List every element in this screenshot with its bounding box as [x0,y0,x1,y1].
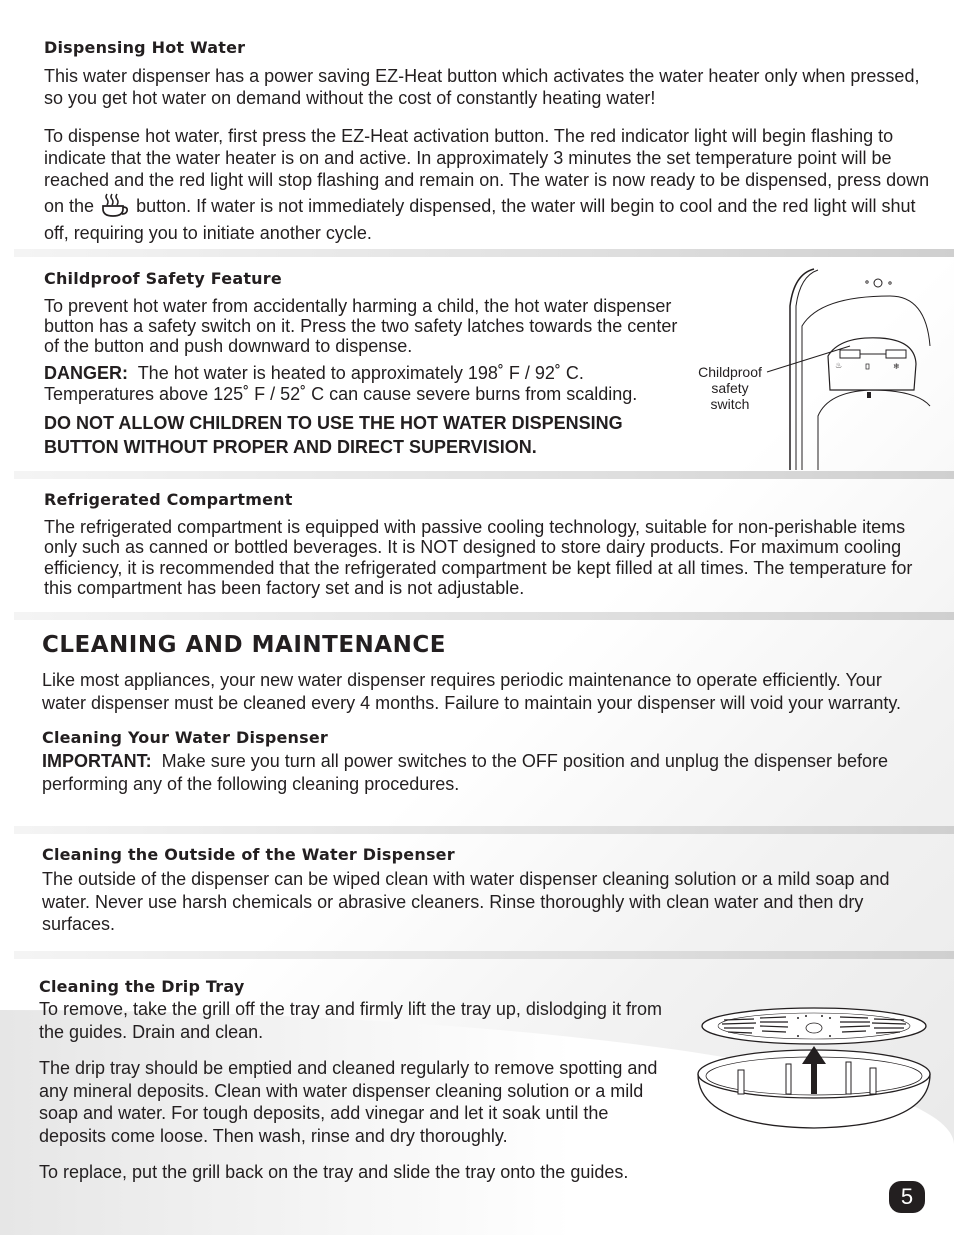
section-divider [14,951,954,959]
childproof-heading: Childproof Safety Feature [44,269,282,288]
refrigerated-paragraph: The refrigerated compartment is equipped with passive cooling technology, suitable for non-perishable items only such as canned or bottled beverages. It is NOT designed to store dairy products. For maximum cooling efficiency, it is recommended that the refrigerated compartment be kept filled at all times. The temperature for this compartment has been factory set and is not adjustable. [44,517,913,598]
callout-line-3: switch [710,396,750,412]
danger-line-2: Temperatures above 125˚ F / 52˚ C can cause severe burns from scalding. [44,384,638,404]
danger-label: DANGER: [44,363,128,383]
section-divider [14,612,954,620]
cleaning-intro: Like most appliances, your new water dispenser requires periodic maintenance to operate efficiently. Your water dispenser must be cleaned every 4 months. Failure to maintain your dispenser will void your warranty. [42,670,902,713]
svg-text:♨: ♨ [835,361,843,370]
outside-cleaning-section [42,845,902,936]
childproof-callout [690,364,770,412]
cleaning-dispenser-heading: Cleaning Your Water Dispenser [42,728,329,747]
hot-water-paragraph-2-end: button. If water is not immediately dispensed, the water will begin to cool and the red light will shut off, requiring you to initiate another cycle. [44,195,916,244]
drip-tray-paragraph-1: To remove, take the grill off the tray and firmly lift the tray up, dislodging it from the guides. Drain and clean. [39,999,662,1042]
danger-paragraph [44,363,684,405]
hot-water-paragraph-2-start: To dispense hot water, first press the EZ-Heat activation button. The red indicator light will begin flashing to indicate that the water heater is on and active. In approximately 3 minutes the set temperature point will be reached and the red light will stop flashing and remain on. The water is now ready to be dispensed, press down on the [44,126,930,216]
drip-tray-paragraph-2: The drip tray should be emptied and cleaned regularly to remove spotting and any mineral deposits. Clean with water dispenser cleaning solution or a mild soap and water. For tough deposits, add vinegar and let it soak until the deposits come loose. Then wash, rinse and dry thoroughly. [39,1058,658,1146]
hot-water-paragraph-2 [44,126,939,245]
drip-tray-section [39,977,679,1184]
section-divider [14,826,954,834]
childproof-paragraph: To prevent hot water from accidentally harming a child, the hot water dispenser button has a safety switch on it. Press the two safety latches towards the center of the button and push downward to dispense. [44,296,678,356]
hot-water-heading: Dispensing Hot Water [44,38,246,57]
callout-line-2: safety [711,380,749,396]
outside-cleaning-heading: Cleaning the Outside of the Water Dispenser [42,845,455,864]
childproof-section [44,269,684,459]
drip-tray-illustration [694,1004,934,1132]
section-divider [14,471,954,479]
outside-cleaning-paragraph: The outside of the dispenser can be wiped clean with water dispenser cleaning solution or a mild soap and water. Never use harsh chemicals or abrasive cleaners. Rinse thoroughly with clean water and then dry surfaces. [42,869,890,934]
warning-line-2: BUTTON WITHOUT PROPER AND DIRECT SUPERVISION. [44,437,537,457]
cleaning-section [42,632,902,795]
warning-line-1: DO NOT ALLOW CHILDREN TO USE THE HOT WATER DISPENSING [44,413,623,433]
section-divider [14,249,954,257]
drip-tray-paragraph-3: To replace, put the grill back on the tray and slide the tray onto the guides. [39,1162,629,1182]
important-label: IMPORTANT: [42,751,152,771]
cleaning-title: CLEANING AND MAINTENANCE [42,632,446,658]
drip-tray-heading: Cleaning the Drip Tray [39,977,245,996]
hot-water-paragraph-1: This water dispenser has a power saving EZ-Heat button which activates the water heater only when pressed, so you get hot water on demand without the cost of constantly heating water! [44,66,920,108]
warning-paragraph [44,411,684,459]
important-text: Make sure you turn all power switches to the OFF position and unplug the dispenser before performing any of the following cleaning procedures. [42,751,889,794]
refrigerated-heading: Refrigerated Compartment [44,490,293,509]
callout-line-1: Childproof [698,364,762,380]
hot-water-section [44,38,939,245]
refrigerated-section [44,490,924,598]
hot-cup-icon [101,192,129,224]
page-number: 5 [889,1181,925,1213]
svg-text:❄: ❄ [893,362,900,371]
important-paragraph [42,750,902,795]
danger-line-1: The hot water is heated to approximately 198˚ F / 92˚ C. [137,363,584,383]
